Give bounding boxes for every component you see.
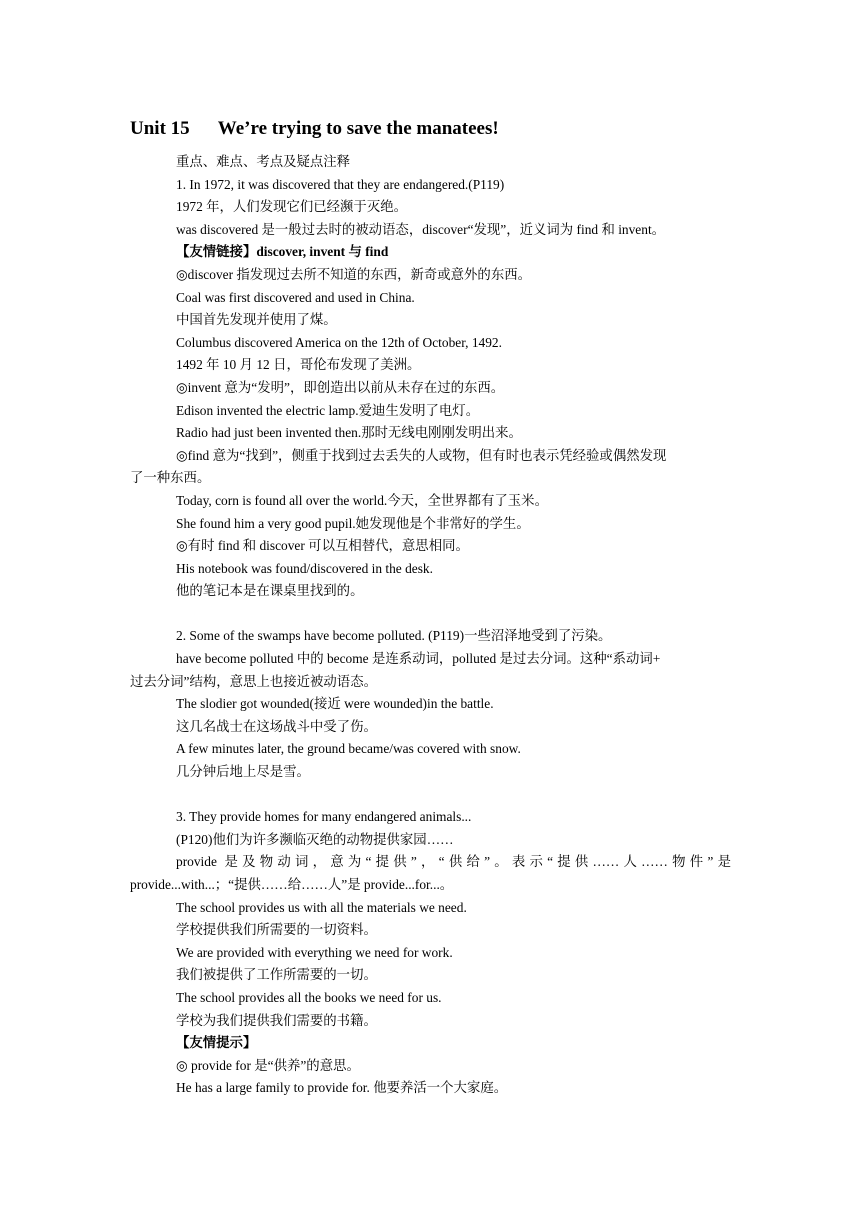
text-line: His notebook was found/discovered in the desk. bbox=[176, 560, 433, 576]
text-line: Today, corn is found all over the world.今天，全世界都有了玉米。 bbox=[176, 492, 548, 508]
text-line: Columbus discovered America on the 12th of October, 1492. bbox=[176, 334, 502, 350]
text-line: He has a large family to provide for. 他要养活一个大家庭。 bbox=[176, 1080, 508, 1096]
text-line: 中国首先发现并使用了煤。 bbox=[176, 312, 337, 328]
text-line: provide 是及物动词，意为“提供”，“供给”。表示“提供……人……物件”是 bbox=[176, 854, 731, 870]
text-line: 重点、难点、考点及疑点注释 bbox=[176, 154, 351, 169]
page-title: Unit 15 We’re trying to save the manatees! bbox=[130, 118, 499, 139]
text-line: ◎有时 find 和 discover 可以互相替代，意思相同。 bbox=[176, 538, 469, 554]
text-line: 我们被提供了工作所需要的一切。 bbox=[176, 967, 377, 983]
text-line: 这几名战士在这场战斗中受了伤。 bbox=[176, 718, 377, 734]
text-line: 3. They provide homes for many endangered animals... bbox=[176, 809, 472, 825]
text-line: 他的笔记本是在课桌里找到的。 bbox=[176, 583, 364, 599]
document-body bbox=[130, 151, 731, 1100]
section-heading: 【友情提示】 bbox=[176, 1035, 257, 1051]
text-line: 了一种东西。 bbox=[130, 470, 211, 486]
text-line: was discovered 是一般过去时的被动语态，discover“发现”，近义词为 find 和 invent。 bbox=[176, 221, 666, 237]
blank-line bbox=[130, 603, 731, 626]
text-line: The school provides all the books we need for us. bbox=[176, 989, 442, 1005]
text-line: Radio had just been invented then.那时无线电刚刚发明出来。 bbox=[176, 425, 522, 441]
text-line: We are provided with everything we need for work. bbox=[176, 944, 453, 960]
text-line: ◎ provide for 是“供养”的意思。 bbox=[176, 1057, 360, 1073]
text-line: The slodier got wounded(接近 were wounded)in the battle. bbox=[176, 696, 494, 712]
text-line: (P120)他们为许多濒临灭绝的动物提供家园…… bbox=[176, 831, 454, 847]
text-line: 1. In 1972, it was discovered that they are endangered.(P119) bbox=[176, 176, 505, 192]
section-heading: 【友情链接】discover, invent 与 find bbox=[176, 244, 389, 260]
text-line: The school provides us with all the materials we need. bbox=[176, 899, 467, 915]
text-line: 1972 年，人们发现它们已经濒于灭绝。 bbox=[176, 199, 407, 215]
text-line: A few minutes later, the ground became/was covered with snow. bbox=[176, 741, 521, 757]
text-line: She found him a very good pupil.她发现他是个非常好的学生。 bbox=[176, 515, 530, 531]
text-line: 2. Some of the swamps have become polluted. (P119)一些沼泽地受到了污染。 bbox=[176, 628, 612, 644]
blank-line bbox=[130, 784, 731, 807]
text-line: Edison invented the electric lamp.爱迪生发明了电灯。 bbox=[176, 402, 480, 418]
text-line: 几分钟后地上尽是雪。 bbox=[176, 764, 310, 780]
text-line: have become polluted 中的 become 是连系动词，polluted 是过去分词。这种“系动词+ bbox=[176, 651, 661, 667]
text-line: 学校为我们提供我们需要的书籍。 bbox=[176, 1012, 377, 1028]
text-line: 学校提供我们所需要的一切资料。 bbox=[176, 922, 377, 938]
text-line: ◎discover 指发现过去所不知道的东西，新奇或意外的东西。 bbox=[176, 266, 531, 282]
text-line: ◎find 意为“找到”，侧重于找到过去丢失的人或物，但有时也表示凭经验或偶然发现 bbox=[176, 447, 667, 463]
text-line: 1492 年 10 月 12 日，哥伦布发现了美洲。 bbox=[176, 357, 421, 373]
text-line: Coal was first discovered and used in China. bbox=[176, 289, 415, 305]
text-line: provide...with...；“提供……给……人”是 provide...for...。 bbox=[130, 877, 454, 892]
text-line: 过去分词”结构，意思上也接近被动语态。 bbox=[130, 673, 377, 689]
text-line: ◎invent 意为“发明”，即创造出以前从未存在过的东西。 bbox=[176, 379, 505, 395]
